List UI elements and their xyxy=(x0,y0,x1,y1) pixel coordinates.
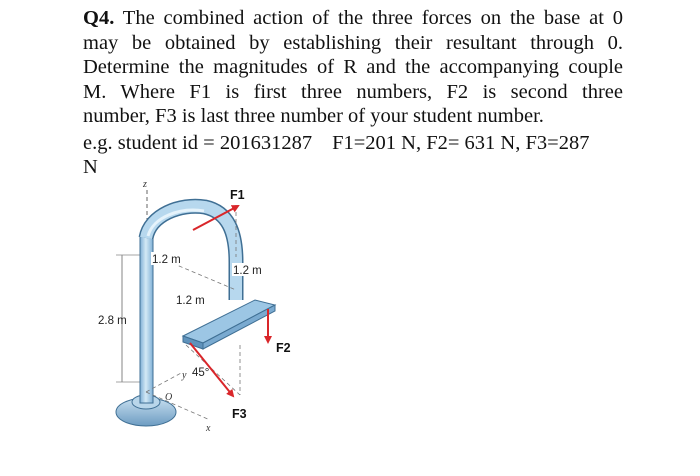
dim-top-right-label: 1.2 m xyxy=(233,265,262,277)
y-axis-label: y xyxy=(182,370,187,381)
example-force-values: F1=201 N, F2= 631 N, F3=287 xyxy=(332,132,590,154)
problem-line-3: Determine the magnitudes of R and the accompanying couple xyxy=(83,56,623,79)
problem-text-1: The combined action of the three forces on the base at 0 xyxy=(122,7,623,29)
force-f1-label: F1 xyxy=(230,188,245,202)
dim-height-label: 2.8 m xyxy=(98,315,127,327)
angle-label: 45° xyxy=(192,367,210,379)
example-tail: N xyxy=(83,156,98,178)
problem-line-5: number, F3 is last three number of your student number. xyxy=(83,105,544,128)
force-f3-label: F3 xyxy=(232,407,247,421)
dim-top-left-label: 1.2 m xyxy=(152,254,181,266)
z-axis-label: z xyxy=(143,179,147,190)
origin-label: O xyxy=(165,392,173,403)
example-student-id: e.g. student id = 201631287 xyxy=(83,132,313,154)
dim-mid-label: 1.2 m xyxy=(176,295,205,307)
problem-line-4: M. Where F1 is first three numbers, F2 is second three xyxy=(83,80,623,103)
question-number: Q4. xyxy=(83,7,115,29)
x-axis-label: x xyxy=(206,423,211,434)
problem-line-2: may be obtained by establishing their resultant through 0. xyxy=(83,31,623,54)
force-f2-label: F2 xyxy=(276,341,291,355)
